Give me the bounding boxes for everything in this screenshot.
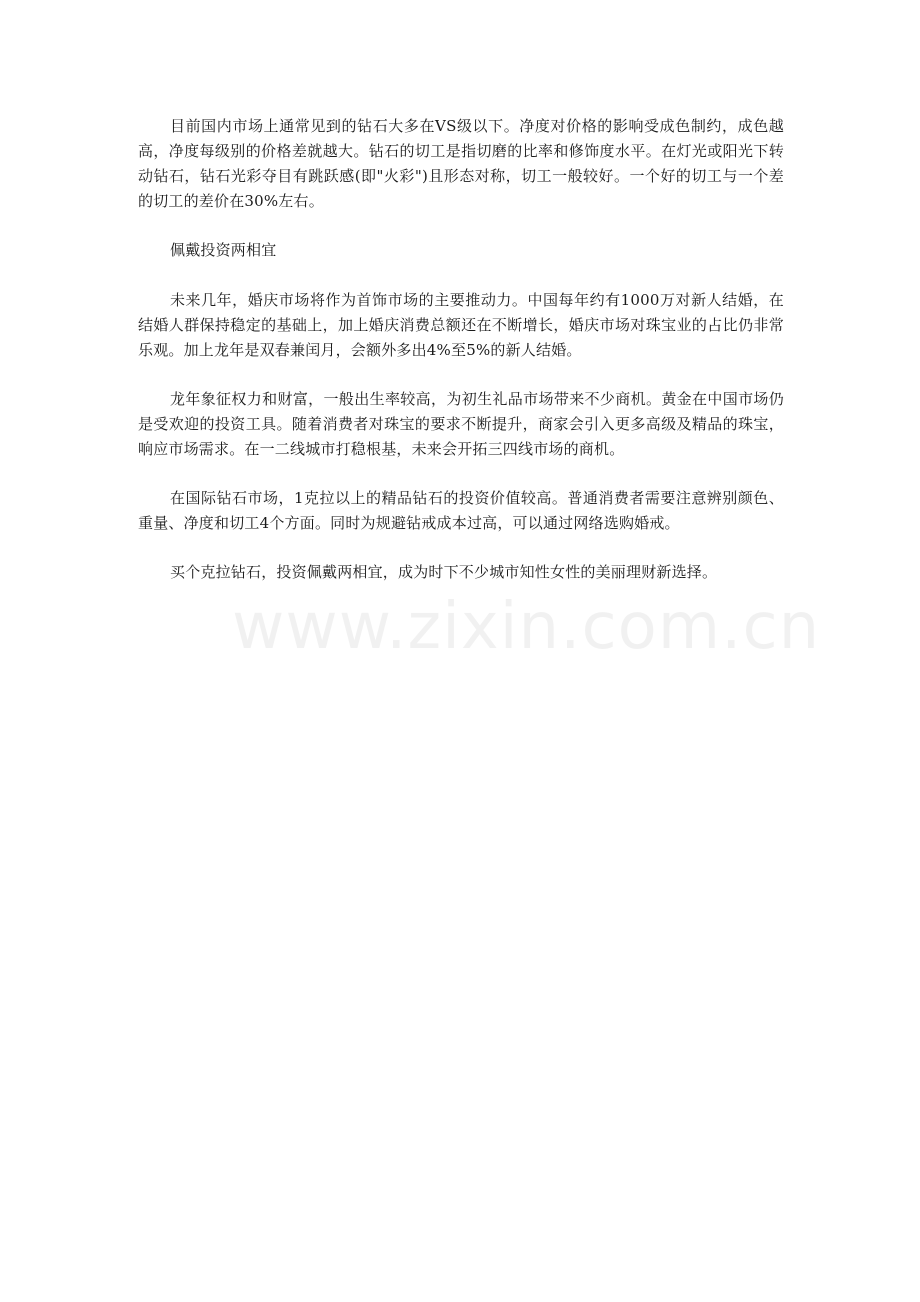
watermark: www.zixin.com.cn: [232, 590, 821, 664]
paragraph-diamond-clarity-cut: 目前国内市场上通常见到的钻石大多在VS级以下。净度对价格的影响受成色制约，成色越高，净度每级别的价格差就越大。钻石的切工是指切磨的比率和修饰度水平。在灯光或阳光下转动钻石，钻石光彩夺目有跳跃感(即"火彩")且形态对称，切工一般较好。一个好的切工与一个差的切工的差价在30%左右。: [138, 117, 784, 210]
document-body: [138, 114, 784, 609]
paragraph-wedding-market: 未来几年，婚庆市场将作为首饰市场的主要推动力。中国每年约有1000万对新人结婚，在结婚人群保持稳定的基础上，加上婚庆消费总额还在不断增长，婚庆市场对珠宝业的占比仍非常乐观。加上龙年是双春兼闰月，会额外多出4%至5%的新人结婚。: [138, 291, 784, 359]
paragraph-international-market: 在国际钻石市场，1克拉以上的精品钻石的投资价值较高。普通消费者需要注意辨别颜色、重量、净度和切工4个方面。同时为规避钻戒成本过高，可以通过网络选购婚戒。: [138, 489, 784, 532]
paragraph-conclusion: 买个克拉钻石，投资佩戴两相宜，成为时下不少城市知性女性的美丽理财新选择。: [170, 563, 718, 581]
section-heading: 佩戴投资两相宜: [170, 241, 277, 259]
paragraph-dragon-year: 龙年象征权力和财富，一般出生率较高，为初生礼品市场带来不少商机。黄金在中国市场仍是受欢迎的投资工具。随着消费者对珠宝的要求不断提升，商家会引入更多高级及精品的珠宝，响应市场需求。在一二线城市打稳根基，未来会开拓三四线市场的商机。: [138, 390, 784, 458]
